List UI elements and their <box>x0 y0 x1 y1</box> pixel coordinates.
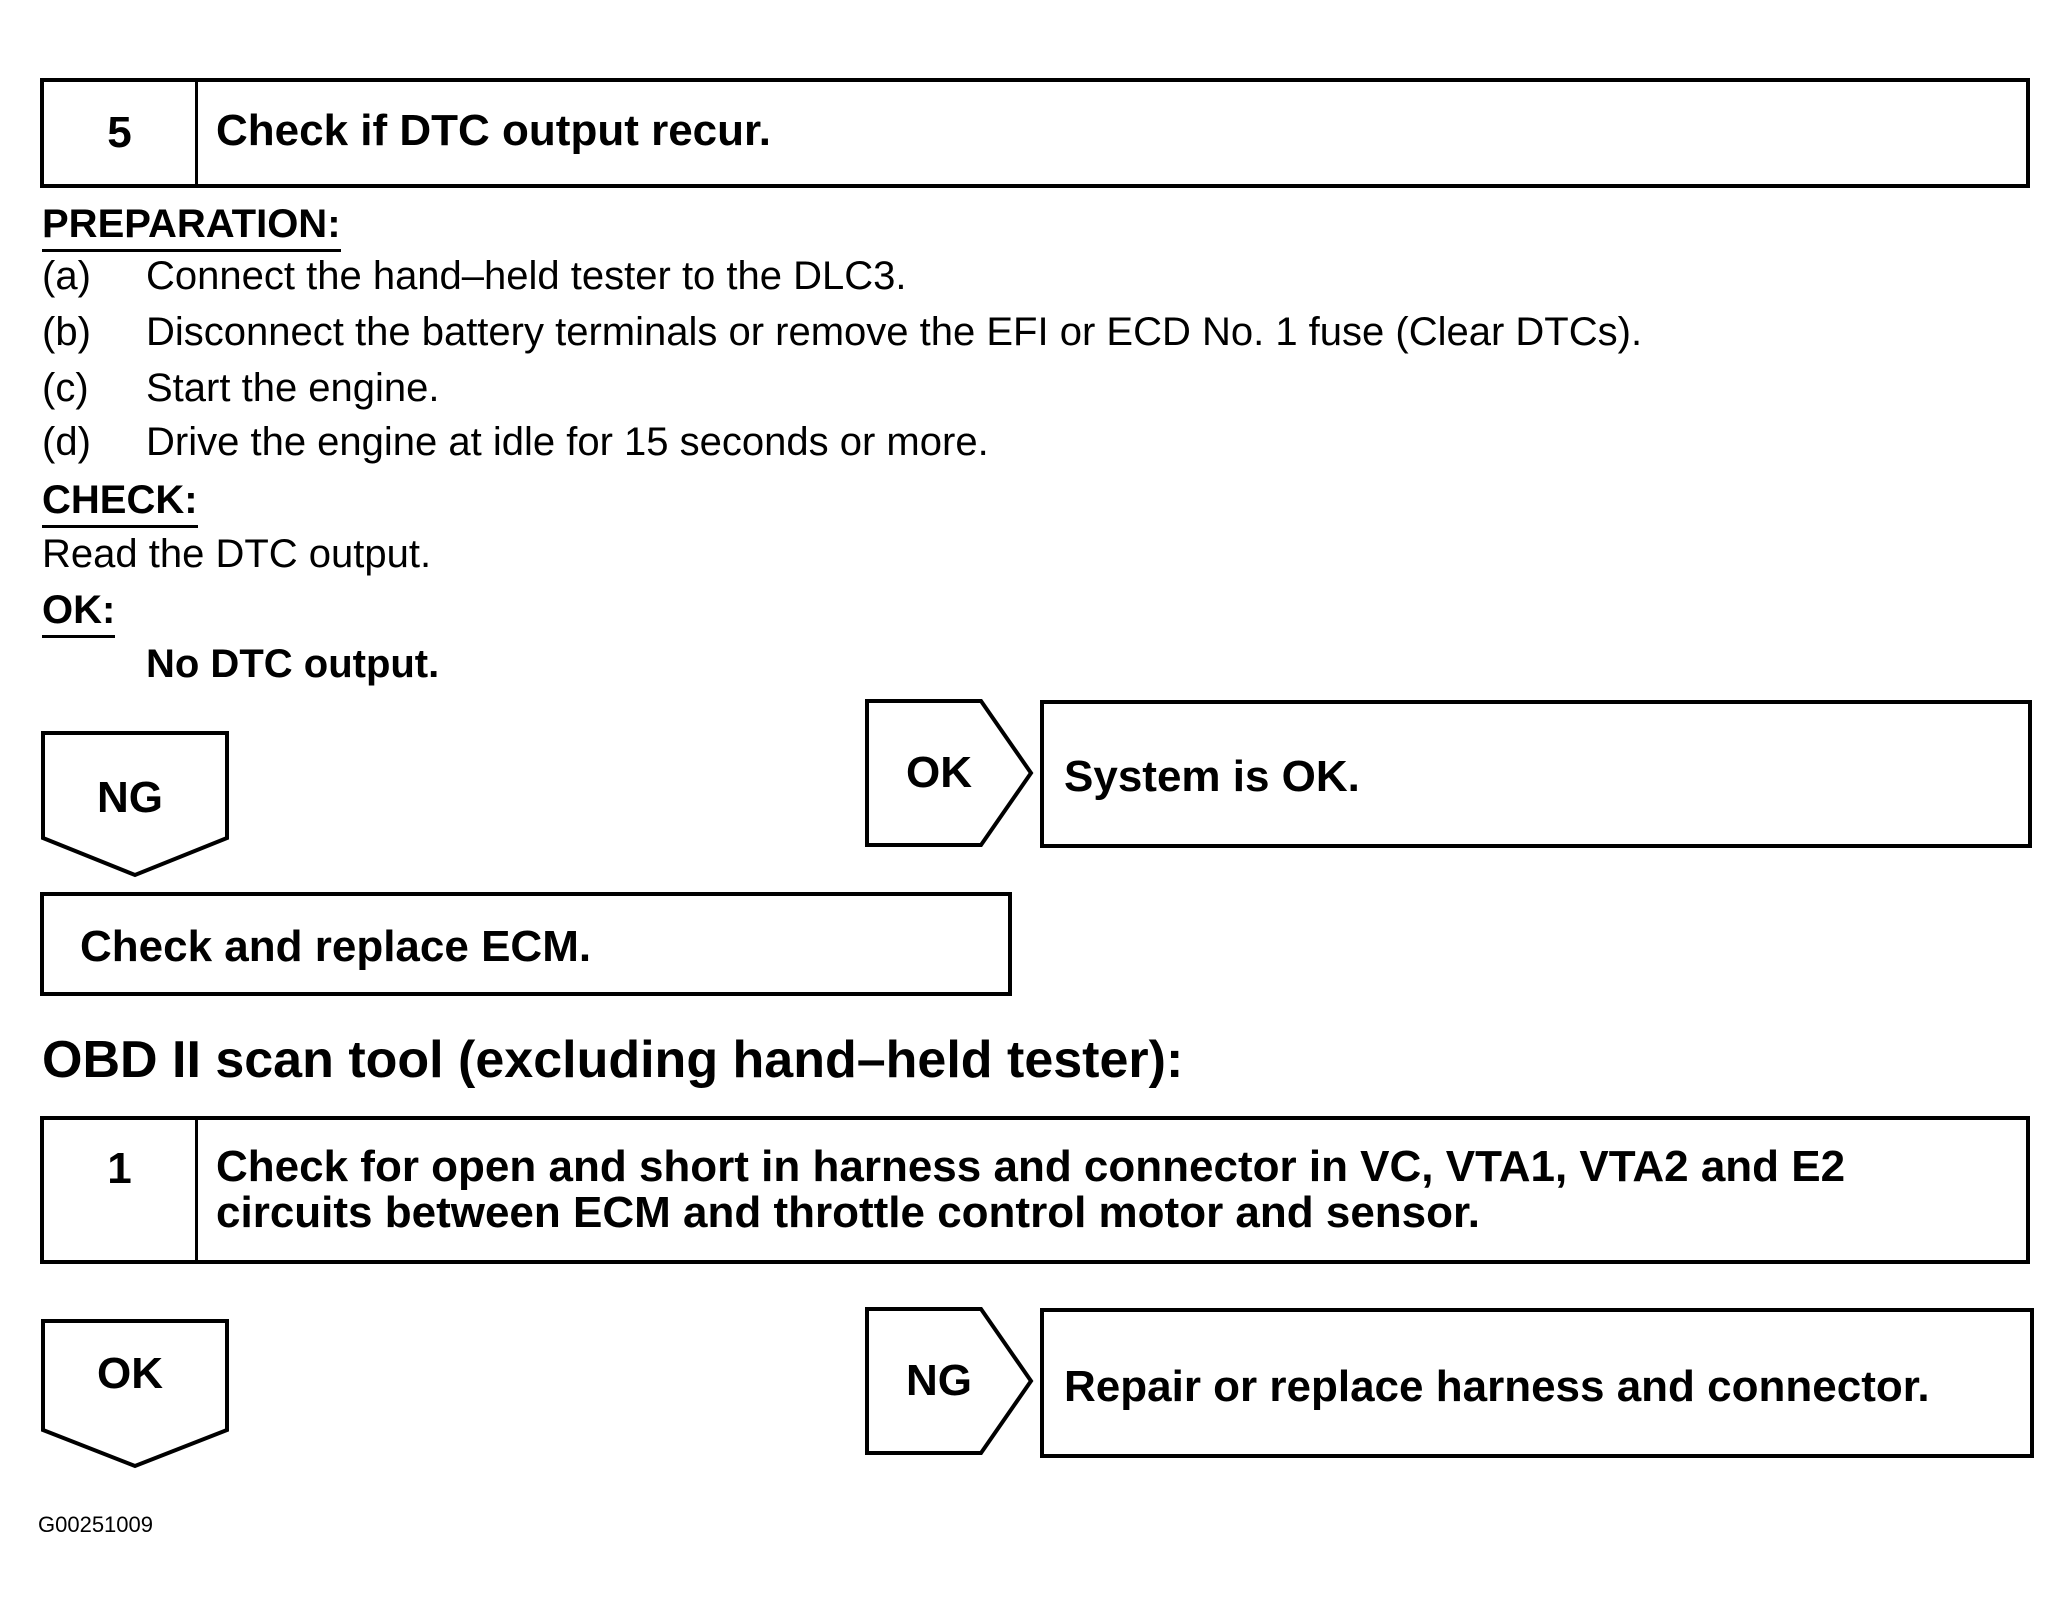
section-title: OBD II scan tool (excluding hand–held tester): <box>42 1031 1184 1089</box>
result-box-replace-ecm <box>40 892 1012 996</box>
list-item <box>42 254 1942 304</box>
ng-right-arrow <box>864 1306 1036 1456</box>
step-5-box <box>40 78 2030 188</box>
ok-right-arrow <box>864 698 1036 848</box>
ok-label: OK <box>97 1349 163 1398</box>
ng-label: NG <box>97 773 163 822</box>
check-text: Read the DTC output. <box>42 532 432 576</box>
step-1-box <box>40 1116 2030 1264</box>
ok-label: OK <box>906 748 972 797</box>
result-text: Repair or replace harness and connector. <box>1064 1362 1930 1411</box>
step-title: Check if DTC output recur. <box>216 106 771 155</box>
step-number: 1 <box>44 1120 198 1260</box>
item-text: Connect the hand–held tester to the DLC3. <box>146 254 907 298</box>
ok-heading: OK: <box>42 588 115 638</box>
result-text: System is OK. <box>1064 752 1360 801</box>
ok-criteria: No DTC output. <box>146 642 440 686</box>
ng-down-arrow <box>40 730 230 880</box>
preparation-heading: PREPARATION: <box>42 202 341 252</box>
step-title-line-2: circuits between ECM and throttle control motor and sensor. <box>216 1188 1480 1237</box>
step-title-line-1: Check for open and short in harness and connector in VC, VTA1, VTA2 and E2 <box>216 1142 1846 1191</box>
item-label: (d) <box>42 420 91 464</box>
step-number: 5 <box>44 82 198 184</box>
ok-down-arrow <box>40 1318 230 1470</box>
result-box-repair-harness <box>1040 1308 2034 1458</box>
list-item <box>42 366 1942 416</box>
item-label: (c) <box>42 366 89 410</box>
list-item <box>42 310 1942 360</box>
item-text: Start the engine. <box>146 366 440 410</box>
item-text: Disconnect the battery terminals or remove the EFI or ECD No. 1 fuse (Clear DTCs). <box>146 310 1643 354</box>
item-label: (b) <box>42 310 91 354</box>
check-heading: CHECK: <box>42 478 198 528</box>
list-item <box>42 420 1942 470</box>
preparation-list <box>42 254 1942 474</box>
item-label: (a) <box>42 254 91 298</box>
ng-label: NG <box>906 1356 972 1405</box>
result-box-system-ok <box>1040 700 2032 848</box>
figure-id: G00251009 <box>38 1512 153 1537</box>
item-text: Drive the engine at idle for 15 seconds or more. <box>146 420 989 464</box>
result-text: Check and replace ECM. <box>80 922 592 971</box>
